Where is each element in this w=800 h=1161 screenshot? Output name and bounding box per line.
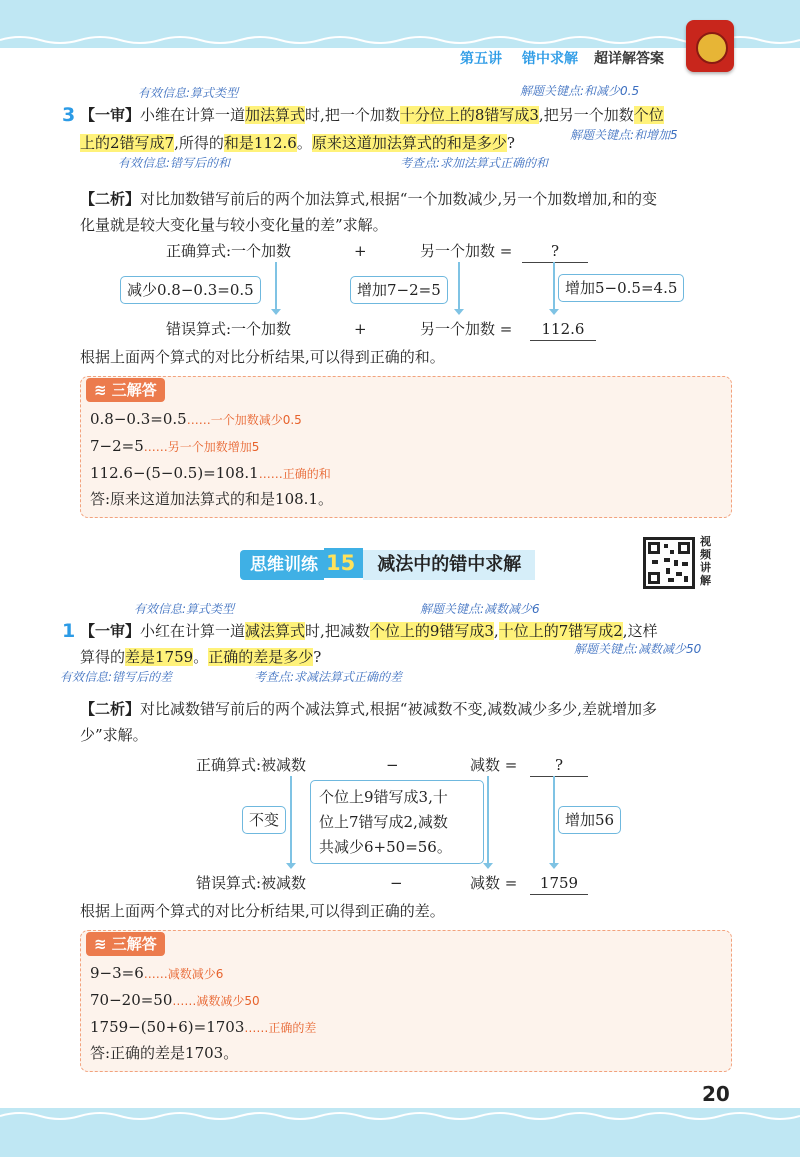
answer-line bbox=[90, 408, 302, 431]
annotation-exam: 考查点:求减法算式正确的差 bbox=[254, 670, 403, 684]
increase-box: 增加56 bbox=[558, 806, 621, 834]
annotation-key1: 解题关键点:减数减少6 bbox=[420, 602, 540, 616]
answer-tag: ≋ 三解答 bbox=[86, 378, 165, 402]
analysis-text: 对比减数错写前后的两个减法算式,根据“被减数不变,减数减少多少,差就增加多 bbox=[140, 700, 657, 718]
highlight: 上的2错写成7 bbox=[80, 134, 175, 152]
same-box: 不变 bbox=[242, 806, 286, 834]
arrow bbox=[458, 262, 460, 314]
video-label: 视频讲解 bbox=[700, 535, 711, 587]
answer-line bbox=[90, 462, 331, 485]
step1-tag: 【一审】 bbox=[80, 622, 141, 640]
answer-final: 答:原来这道加法算式的和是108.1。 bbox=[90, 490, 333, 508]
step1-tag: 【一审】 bbox=[80, 106, 141, 124]
q-text: 。 bbox=[193, 648, 209, 666]
q-text: 算得的 bbox=[80, 648, 126, 666]
equation-note: ……另一个加数增加5 bbox=[143, 440, 260, 454]
annotation-exam: 考查点:求加法算式正确的和 bbox=[400, 156, 549, 170]
equation-note: ……减数减少50 bbox=[172, 994, 260, 1008]
highlight: 减法算式 bbox=[245, 622, 306, 640]
question-number: 3 bbox=[62, 104, 76, 126]
diff-box-3: 增加5−0.5=4.5 bbox=[558, 274, 684, 302]
highlight: 正确的差是多少 bbox=[208, 648, 314, 666]
subtrahend: 减数 = bbox=[470, 756, 518, 774]
annotation-wrong: 有效信息:错写后的差 bbox=[60, 670, 173, 684]
arrow bbox=[553, 262, 555, 314]
annotation-key2: 解题关键点:和增加5 bbox=[570, 128, 678, 142]
wrong-result: 1759 bbox=[530, 872, 588, 895]
q-text: 。 bbox=[296, 134, 312, 152]
bottom-band bbox=[0, 1108, 800, 1157]
diff-box-2: 增加7−2=5 bbox=[350, 276, 448, 304]
equation-note: ……正确的差 bbox=[244, 1021, 317, 1035]
banner-label: 思维训练 bbox=[240, 550, 324, 580]
answer-line bbox=[90, 989, 260, 1012]
arrow bbox=[275, 262, 277, 314]
equation: 9−3=6 bbox=[90, 964, 144, 982]
banner-title: 减法中的错中求解 bbox=[363, 550, 535, 580]
change-line: 个位上9错写成3,十 bbox=[319, 788, 448, 806]
page-number: 20 bbox=[702, 1082, 730, 1106]
wave-decoration bbox=[0, 1108, 800, 1157]
other-addend: 另一个加数 = bbox=[420, 242, 513, 260]
plus-sign: + bbox=[354, 242, 367, 260]
highlight: 加法算式 bbox=[245, 106, 306, 124]
subtrahend: 减数 = bbox=[470, 874, 518, 892]
wrong-label: 错误算式:一个加数 bbox=[166, 320, 292, 338]
change-line: 位上7错写成2,减数 bbox=[319, 813, 448, 831]
correct-result: ? bbox=[530, 754, 588, 777]
top-band bbox=[0, 0, 800, 48]
qr-code-icon[interactable] bbox=[643, 537, 695, 589]
arrow bbox=[487, 776, 489, 868]
question-line1 bbox=[80, 620, 658, 642]
question-line2 bbox=[80, 132, 515, 154]
conclusion: 根据上面两个算式的对比分析结果,可以得到正确的差。 bbox=[80, 902, 445, 920]
highlight: 十位上的7错写成2 bbox=[498, 622, 623, 640]
medal-icon bbox=[686, 20, 734, 72]
equation: 1759−(50+6)=1703 bbox=[90, 1018, 245, 1036]
question-line2 bbox=[80, 646, 321, 668]
annotation-key2: 解题关键点:减数减少50 bbox=[574, 642, 702, 656]
minus-sign: − bbox=[386, 756, 399, 774]
highlight: 十分位上的8错写成3 bbox=[399, 106, 539, 124]
equation: 0.8−0.3=0.5 bbox=[90, 410, 187, 428]
annotation-key1: 解题关键点:和减少0.5 bbox=[520, 84, 640, 98]
answer-line bbox=[90, 435, 259, 458]
analysis-line1 bbox=[80, 188, 657, 210]
q-text: ,这样 bbox=[622, 622, 658, 640]
arrow bbox=[290, 776, 292, 868]
correct-result: ? bbox=[522, 240, 588, 263]
header-lecture: 第五讲 bbox=[460, 51, 502, 67]
q-text: 时,把一个加数 bbox=[305, 106, 400, 124]
answer-final: 答:正确的差是1703。 bbox=[90, 1044, 239, 1062]
banner-number: 15 bbox=[324, 548, 363, 578]
section-banner bbox=[240, 548, 535, 578]
answer-line bbox=[90, 962, 223, 985]
wave-decoration bbox=[0, 0, 800, 48]
annotation-type: 有效信息:算式类型 bbox=[138, 86, 239, 100]
highlight: 个位上的9错写成3 bbox=[369, 622, 494, 640]
analysis-line1 bbox=[80, 698, 657, 720]
header-subtitle: 超详解答案 bbox=[594, 51, 664, 67]
answer-tag: ≋ 三解答 bbox=[86, 932, 165, 956]
other-addend: 另一个加数 = bbox=[420, 320, 513, 338]
question-number: 1 bbox=[62, 620, 76, 642]
q-text: ,把另一个加数 bbox=[538, 106, 634, 124]
annotation-type: 有效信息:算式类型 bbox=[134, 602, 235, 616]
equation: 70−20=50 bbox=[90, 991, 173, 1009]
q-text: 小维在计算一道 bbox=[140, 106, 246, 124]
q-text: ? bbox=[313, 648, 322, 666]
minus-sign: − bbox=[390, 874, 403, 892]
q-text: ? bbox=[506, 134, 515, 152]
diff-box-1: 减少0.8−0.3=0.5 bbox=[120, 276, 261, 304]
wrong-label: 错误算式:被减数 bbox=[196, 874, 307, 892]
change-box bbox=[310, 780, 484, 864]
analysis-line2: 化量就是较大变化量与较小变化量的差”求解。 bbox=[80, 216, 388, 234]
correct-label: 正确算式:一个加数 bbox=[166, 242, 292, 260]
equation: 7−2=5 bbox=[90, 437, 144, 455]
correct-label: 正确算式:被减数 bbox=[196, 756, 307, 774]
annotation-wrong: 有效信息:错写后的和 bbox=[118, 156, 231, 170]
q-text: ,所得的 bbox=[174, 134, 224, 152]
highlight: 和是112.6 bbox=[223, 134, 297, 152]
q-text: 小红在计算一道 bbox=[140, 622, 246, 640]
answer-line bbox=[90, 1016, 316, 1039]
change-line: 共减少6+50=56。 bbox=[319, 838, 452, 856]
highlight: 个位 bbox=[633, 106, 664, 124]
analysis-line2: 少”求解。 bbox=[80, 726, 148, 744]
equation-note: ……正确的和 bbox=[258, 467, 331, 481]
equation-note: ……减数减少6 bbox=[143, 967, 224, 981]
highlight: 差是1759 bbox=[125, 648, 194, 666]
step2-tag: 【二析】 bbox=[80, 190, 141, 208]
header-topic: 错中求解 bbox=[522, 51, 578, 67]
equation: 112.6−(5−0.5)=108.1 bbox=[90, 464, 259, 482]
conclusion: 根据上面两个算式的对比分析结果,可以得到正确的和。 bbox=[80, 348, 445, 366]
q-text: 时,把减数 bbox=[305, 622, 370, 640]
analysis-text: 对比加数错写前后的两个加法算式,根据“一个加数减少,另一个加数增加,和的变 bbox=[140, 190, 657, 208]
question-line1 bbox=[80, 104, 664, 126]
step2-tag: 【二析】 bbox=[80, 700, 141, 718]
equation-note: ……一个加数减少0.5 bbox=[186, 413, 302, 427]
q-text: , bbox=[493, 622, 499, 640]
arrow bbox=[553, 776, 555, 868]
plus-sign: + bbox=[354, 320, 367, 338]
highlight: 原来这道加法算式的和是多少 bbox=[311, 134, 507, 152]
wrong-result: 112.6 bbox=[530, 318, 596, 341]
